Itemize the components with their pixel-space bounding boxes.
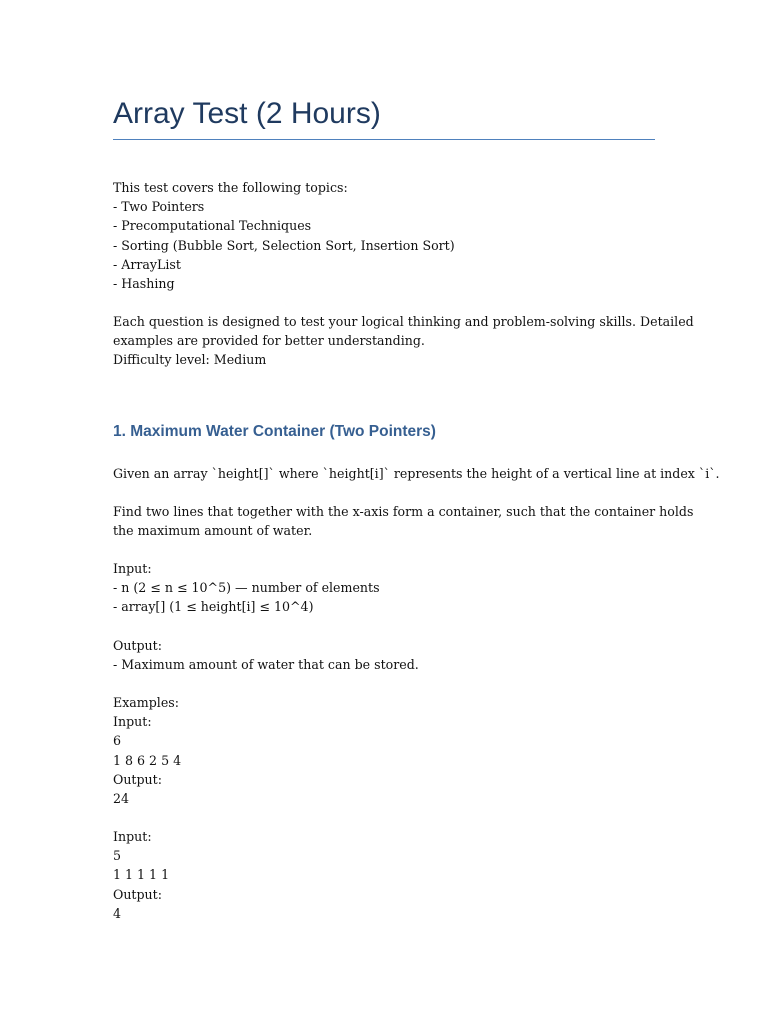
intro-block — [113, 178, 655, 293]
difficulty-line: Difficulty level: Medium — [113, 352, 267, 368]
question-1-example-1 — [113, 693, 655, 808]
input-constraint: - n (2 ≤ n ≤ 10^5) — number of elements — [113, 580, 380, 596]
question-1-example-2 — [113, 827, 655, 923]
question-1-output-spec — [113, 636, 655, 674]
example-output-value: 24 — [113, 790, 130, 806]
question-1-heading: 1. Maximum Water Container (Two Pointers) — [113, 423, 436, 440]
example-output-label: Output: — [113, 771, 162, 787]
example-array-values: 1 8 6 2 5 4 — [113, 752, 182, 768]
topic-item: - ArrayList — [113, 256, 181, 272]
example-input-label: Input: — [113, 829, 152, 844]
example-array-values: 1 1 1 1 1 — [113, 867, 170, 883]
intro-lead: This test covers the following topics: — [113, 180, 348, 195]
topic-item: - Precomputational Techniques — [113, 218, 312, 234]
example-output-value: 4 — [113, 905, 122, 921]
description-line: Each question is designed to test your logical thinking and problem-solving skills. Detailed — [113, 314, 694, 329]
input-constraint: - array[] (1 ≤ height[i] ≤ 10^4) — [113, 599, 314, 615]
task-line: Find two lines that together with the x-axis form a container, such that the container holds — [113, 504, 694, 519]
question-1-task — [113, 502, 694, 540]
examples-label: Examples: — [113, 695, 179, 710]
description-line: examples are provided for better understanding. — [113, 333, 425, 349]
description-block — [113, 312, 694, 370]
task-line: the maximum amount of water. — [113, 523, 313, 539]
output-label: Output: — [113, 638, 162, 653]
topic-item: - Hashing — [113, 275, 175, 291]
question-1-input-spec — [113, 559, 655, 617]
example-input-label: Input: — [113, 714, 152, 730]
example-n-value: 5 — [113, 848, 122, 864]
output-description: - Maximum amount of water that can be stored. — [113, 657, 419, 673]
title-underline-divider — [113, 139, 655, 140]
statement-line: Given an array `height[]` where `height[i]` represents the height of a vertical line at index `i`. — [113, 466, 720, 481]
example-n-value: 6 — [113, 733, 122, 749]
topic-item: - Two Pointers — [113, 199, 205, 215]
document-title: Array Test (2 Hours) — [113, 97, 381, 130]
question-1-statement — [113, 464, 720, 483]
example-output-label: Output: — [113, 886, 162, 902]
topic-item: - Sorting (Bubble Sort, Selection Sort, Insertion Sort) — [113, 237, 455, 253]
input-label: Input: — [113, 561, 152, 576]
